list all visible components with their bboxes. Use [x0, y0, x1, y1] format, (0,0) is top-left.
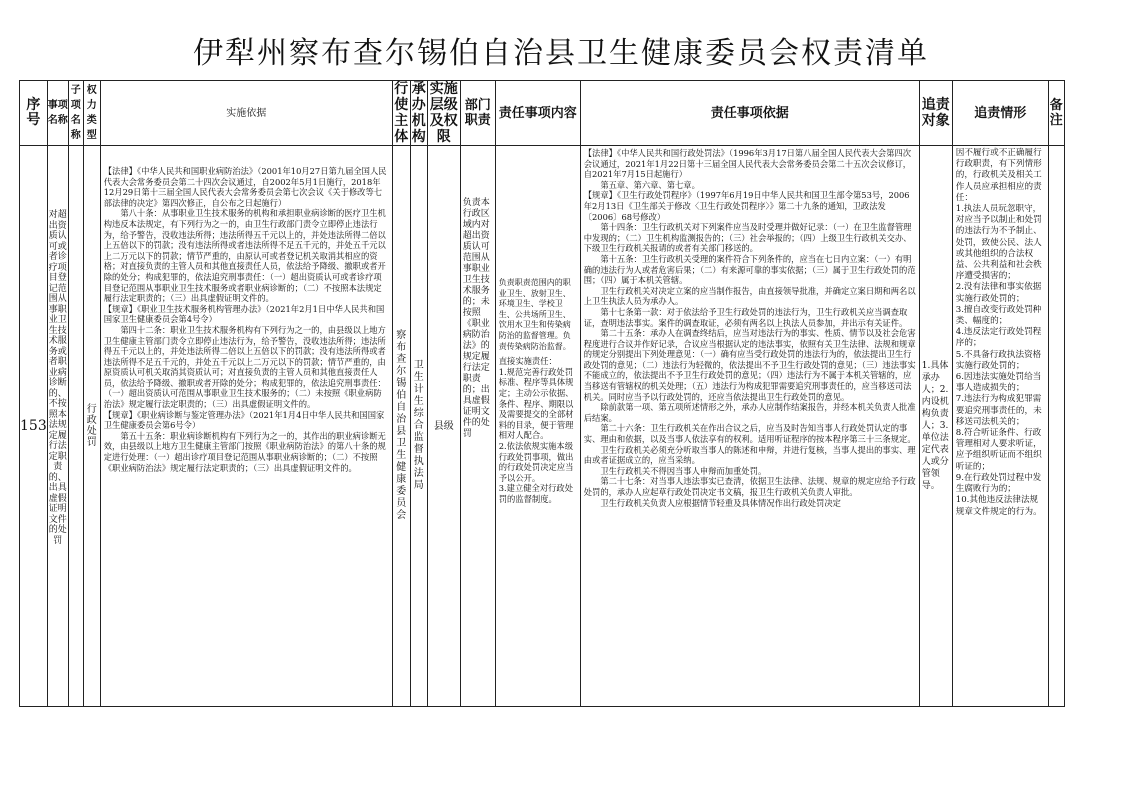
circumstance-item: 4.违反法定行政处罚程序的；	[955, 327, 1042, 349]
row-resp-content	[496, 146, 580, 706]
resp-basis-paragraph: 第二十七条：对当事人违法事实已查清，依据卫生法律、法规、规章的规定应给予行政处罚的，承办人应起草行政处罚决定书文稿，报卫生行政机关负责人审批。	[583, 476, 916, 497]
row-remarks	[1048, 146, 1064, 707]
header-resp-content: 责任事项内容	[495, 81, 580, 146]
resp-basis-paragraph: 第十四条：卫生行政机关对下列案件应当及时受理并做好记录：（一）在卫生监督管理中发现的；（二）卫生机构监测报告的；（三）社会举报的；（四）上级卫生行政机关交办、下级卫生行政机关报请的或者有关部门移送的。	[583, 222, 912, 254]
basis-paragraph: 【规章】《职业卫生技术服务机构管理办法》（2021年2月1日中华人民共和国国家卫生健康委员会第4号令）	[103, 303, 385, 325]
row-subject: 察布查尔锡伯自治县卫生健康委员会	[396, 330, 407, 521]
row-sub-item	[69, 146, 83, 150]
basis-paragraph: 【法律】《中华人民共和国职业病防治法》（2001年10月27日第九届全国人民代表大会常务委员会第二十四次会议通过，自2002年5月1日施行，2018年12月29日第十三届全国人民代表大会常务委员会第七次会议《关于修改等七部法律的决定》第四次修正，自公布之日起施行）	[103, 166, 387, 208]
resp-basis-paragraph: 第十七条第一款：对于依法给予卫生行政处罚的违法行为，卫生行政机关应当调查取证，查明违法事实。案件的调查取证，必须有两名以上执法人员参加，并出示有关证件。	[583, 306, 908, 328]
header-power-type: 权力类型	[83, 81, 100, 146]
basis-paragraph: 第四十二条：职业卫生技术服务机构有下列行为之一的，由县级以上地方卫生健康主管部门责令立即停止违法行为，给予警告，没收违法所得；违法所得五千元以上的，并处违法所得二倍以上五倍以下的罚款；没有违法所得或者违法所得不足五千元的，并处五千元以上二万元以下的罚款；情节严重的，由原资质认可机关取消其资质认可；对直接负责的主管人员和其他直接责任人员，依法给予降级、撤职或者开除的处分；构成犯罪的，依法追究刑事责任：（一）超出资质认可范围从事职业卫生技术服务的；（二）未按照《职业病防治法》规定履行法定职责的；（三）出具虚假证明文件的。	[103, 324, 386, 410]
responsibility-table	[19, 80, 1065, 707]
header-subject: 行使主体	[394, 81, 409, 145]
header-sub-item: 子项名称	[68, 81, 83, 146]
resp-basis-paragraph: 卫生行政机关必须充分听取当事人的陈述和申辩，并进行复核，当事人提出的事实、理由或者证据成立的，应当采纳。	[583, 444, 916, 466]
dept-duty-text: 负责本行政区域内对超出资质认可范围从事职业卫生技术服务的；未按照《职业病防治法》的规定履行法定职责的；出具虚假证明文件的处罚	[462, 198, 490, 439]
header-basis: 实施依据	[100, 81, 392, 146]
header-remarks: 备注	[1048, 81, 1064, 146]
header-row	[20, 81, 1065, 146]
resp-dept-text: 负责职责范围内的职业卫生、放射卫生、环境卫生、学校卫生、公共场所卫生、饮用水卫生和传染病防治的监督管理。负责传染病防治监督。	[498, 278, 571, 351]
row-accountable: 1.具体承办人；2.内设机构负责人；3.单位法定代表人或分管领导。	[921, 361, 949, 491]
basis-paragraph: 【规章】《职业病诊断与鉴定管理办法》（2021年1月4日中华人民共和国国家卫生健康委员会第6号令）	[103, 409, 385, 431]
header-seq: 序号	[20, 81, 48, 146]
row-agency: 卫生计生综合监督执法局	[413, 360, 424, 491]
table-row	[20, 146, 1065, 707]
circumstance-item: 1.执法人员玩忽职守，对应当予以制止和处罚的违法行为不予制止、处罚，致使公民、法人或其他组织的合法权益、公共利益和社会秩序遭受损害的；	[955, 204, 1042, 282]
header-dept-duty: 部门职责	[460, 81, 495, 146]
circumstance-item: 3.擅自改变行政处罚种类、幅度的；	[955, 304, 1042, 327]
resp-content-paragraph: 直接实施责任：	[498, 356, 557, 367]
circumstance-item: 7.违法行为构成犯罪需要追究刑事责任的，未移送司法机关的；	[955, 394, 1042, 427]
basis-paragraph: 第五十五条：职业病诊断机构有下列行为之一的，其作出的职业病诊断无效，由县级以上地方卫生健康主管部门按照《职业病防治法》的第八十条的规定进行处理：（一）超出诊疗项目登记范围从事职业病诊断的；（二）不按照《职业病防治法》规定履行法定职责的；（三）出具虚假证明文件的。	[103, 430, 386, 473]
row-dept-duty	[461, 146, 495, 440]
circumstance-item: 5.不具备行政执法资格实施行政处罚的；	[955, 349, 1042, 371]
row-basis	[101, 146, 392, 706]
resp-basis-paragraph: 除前款第一项、第五项所述情形之外，承办人应制作结案报告，并经本机关负责人批准后结案。	[583, 402, 916, 423]
resp-basis-paragraph: 【规章】《卫生行政处罚程序》（1997年6月19日中华人民共和国卫生部令第53号，2006年2月13日《卫生部关于修改〈卫生行政处罚程序〉》第二十九条的通知，卫政法发〔2006〕68号修改）	[583, 190, 910, 222]
circumstance-item: 因不履行或不正确履行行政职责，有下列情形的，行政机关及相关工作人员应承担相应的责任：	[955, 148, 1042, 203]
header-item-name: 事项名称	[47, 81, 68, 146]
row-resp-basis	[581, 146, 919, 706]
circumstance-item: 6.因违法实施处罚给当事人造成损失的；	[955, 372, 1042, 394]
page-title: 伊犁州察布查尔锡伯自治县卫生健康委员会权责清单	[193, 36, 929, 71]
header-circumstances: 追责情形	[952, 81, 1048, 146]
resp-basis-paragraph: 卫生行政机关负责人应根据情节轻重及具体情况作出行政处罚决定	[600, 497, 841, 508]
resp-basis-paragraph: 卫生行政机关对决定立案的应当制作报告，由直接领导批准，并确定立案日期和两名以上卫生执法人员为承办人。	[583, 285, 916, 307]
row-power-type: 行政处罚	[86, 404, 97, 448]
resp-content-paragraph: 1.规范完善行政处罚标准、程序等具体规定；主动公示依据、条件、程序、期限以及需要提交的全部材料的目录，便于管理相对人配合。	[498, 366, 574, 441]
row-item-name: 对超出资质认可或者诊疗项目登记范围从事职业卫生技术服务或者职业病诊断的、不按照本法规定履行法定职责的、出具虚假证明文件的处罚	[48, 210, 67, 546]
basis-paragraph: 第八十条：从事职业卫生技术服务的机构和承担职业病诊断的医疗卫生机构违反本法规定，有下列行为之一的，由卫生行政部门责令立即停止违法行为，给予警告，没收违法所得；违法所得五千元以上的，并处违法所得二倍以上五倍以下的罚款；没有违法所得或者违法所得不足五千元的，并处五千元以上二万元以下的罚款；情节严重的，由原认可或者登记机关取消其相应的资格；对直接负责的主管人员和其他直接责任人员，依法给予降级、撤职或者开除的处分；构成犯罪的，依法追究刑事责任：（一）超出资质认可或者诊疗项目登记范围从事职业卫生技术服务或者职业病诊断的；（二）不按照本法规定履行法定职责的；（三）出具虚假证明文件的。	[103, 208, 386, 304]
resp-content-paragraph: 2.依法依规实施本级行政处罚事项，做出的行政处罚决定应当予以公开。	[498, 440, 574, 483]
header-agency: 承办机构	[411, 81, 426, 145]
resp-basis-paragraph: 第五章、第六章、第七章。	[600, 179, 700, 190]
circumstance-item: 9.在行政处罚过程中发生腐败行为的；	[955, 472, 1042, 495]
row-circumstances	[953, 146, 1048, 706]
resp-basis-paragraph: 第二十五条：承办人在调查终结后，应当对违法行为的事实、性质、情节以及社会危害程度进行合议并作好记录，合议应当根据认定的违法事实，依照有关卫生法律、法规和规章的规定分别提出下列处理意见：（一）确有应当受行政处罚的违法行为的，依法提出卫生行政处罚的意见；（二）违法行为轻微的，依法提出不予卫生行政处罚的意见；（三）违法事实不能成立的，依法提出不予卫生行政处罚的意见；（四）违法行为不属于本机关管辖的，应当移送有管辖权的机关处理；（五）违法行为构成犯罪需要追究刑事责任的，应当移送司法机关。同时应当予以行政处罚的，还应当依法提出卫生行政处罚的意见。	[583, 328, 916, 402]
resp-basis-paragraph: 第十五条：卫生行政机关受理的案件符合下列条件的，应当在七日内立案：（一）有明确的违法行为人或者危害后果；（二）有来源可靠的事实依据；（三）属于卫生行政处罚的范围；（四）属于本机关管辖。	[583, 253, 916, 286]
header-resp-basis: 责任事项依据	[580, 81, 919, 146]
header-level: 实施层级及权限	[427, 81, 460, 146]
resp-basis-paragraph: 卫生行政机关不得因当事人申辩而加重处罚。	[600, 465, 767, 476]
header-accountable: 追责对象	[919, 81, 952, 146]
resp-basis-paragraph: 【法律】《中华人民共和国行政处罚法》（1996年3月17日第八届全国人民代表大会第四次会议通过，2021年1月22日第十三届全国人民代表大会常务委员会第二十五次会议修订，自2021年7月15日起施行）	[583, 148, 912, 180]
row-level: 县级	[433, 420, 454, 432]
resp-basis-paragraph: 第二十六条：卫生行政机关在作出合议之后，应当及时告知当事人行政处罚认定的事实、理由和依据，以及当事人依法享有的权利。适用听证程序的按本程序第三十三条规定。	[583, 423, 916, 445]
circumstance-item: 10.其他违反法律法规规章文件规定的行为。	[955, 495, 1042, 517]
circumstance-item: 8.符合听证条件、行政管理相对人要求听证，应予组织听证而不组织听证的；	[955, 428, 1042, 472]
row-seq: 153	[20, 146, 48, 707]
circumstance-item: 2.没有法律和事实依据实施行政处罚的；	[955, 282, 1042, 304]
resp-content-paragraph: 3.建立健全对行政处罚的监督制度。	[498, 483, 574, 504]
